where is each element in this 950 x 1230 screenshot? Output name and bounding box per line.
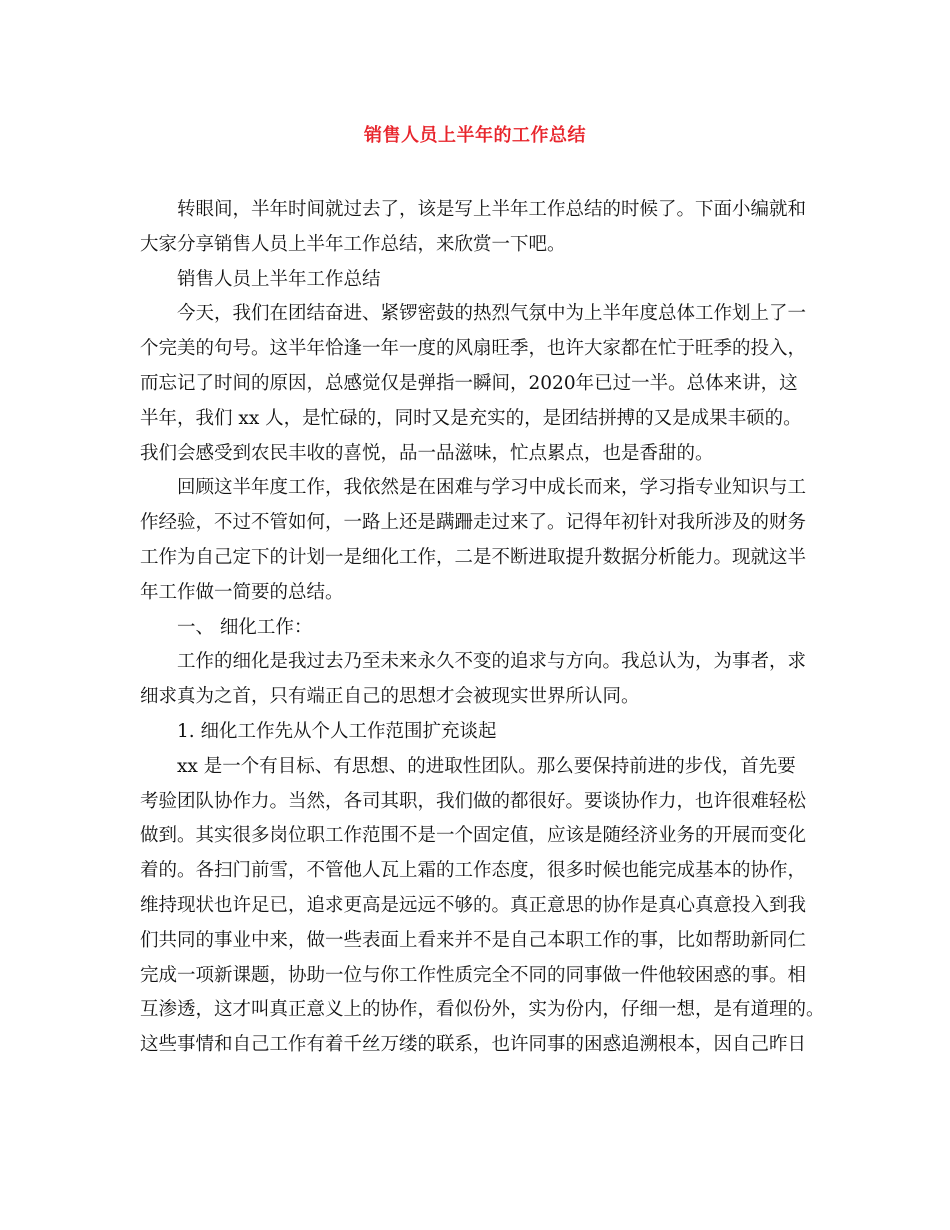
text-line: 大家分享销售人员上半年工作总结，来欣赏一下吧。 [140,233,566,255]
text-line: 而忘记了时间的原因，总感觉仅是弹指一瞬间，2020年已过一半。总体来讲，这 [140,372,798,394]
text-line: 们共同的事业中来，做一些表面上看来并不是自己本职工作的事，比如帮助新同仁 [140,929,807,951]
text-line: 考验团队协作力。当然，各司其职，我们做的都很好。要谈协作力，也许很难轻松 [140,790,807,812]
text-line: 销售人员上半年工作总结 [177,268,381,290]
text-line: 着的。各扫门前雪，不管他人瓦上霜的工作态度，很多时候也能完成基本的协作， [140,860,807,882]
text-line: 半年，我们 xx 人，是忙碌的，同时又是充实的，是团结拼搏的又是成果丰硕的。 [140,407,802,429]
text-line: 转眼间，半年时间就过去了，该是写上半年工作总结的时候了。下面小编就和 [177,199,807,220]
text-line: xx 是一个有目标、有思想、的进取性团队。那么要保持前进的步伐，首先要 [177,755,796,777]
text-line: 做到。其实很多岗位职工作范围不是一个固定值，应该是随经济业务的开展而变化 [140,825,807,847]
text-line: 1. 细化工作先从个人工作范围扩充谈起 [177,720,497,742]
text-line: 今天，我们在团结奋进、紧锣密鼓的热烈气氛中为上半年度总体工作划上了一 [177,303,807,325]
text-line: 我们会感受到农民丰收的喜悦，品一品滋味，忙点累点，也是香甜的。 [140,442,714,464]
text-line: 回顾这半年度工作，我依然是在困难与学习中成长而来，学习指专业知识与工 [177,477,807,499]
text-line: 完成一项新课题，协助一位与你工作性质完全不同的同事做一件他较困惑的事。相 [140,964,807,986]
text-line: 这些事情和自己工作有着千丝万缕的联系，也许同事的困惑追溯根本，因自己昨日 [140,1034,807,1056]
text-line: 细求真为之首，只有端正自己的思想才会被现实世界所认同。 [140,686,640,708]
text-line: 作经验，不过不管如何，一路上还是蹒跚走过来了。记得年初针对我所涉及的财务 [140,512,807,534]
text-line: 工作的细化是我过去乃至未来永久不变的追求与方向。我总认为，为事者，求 [177,651,807,673]
text-line: 一、 细化工作： [177,616,313,638]
text-line: 互渗透，这才叫真正意义上的协作，看似份外，实为份内，仔细一想，是有道理的。 [140,999,825,1021]
document-title: 销售人员上半年的工作总结 [364,125,586,146]
text-line: 个完美的句号。这半年恰逢一年一度的风扇旺季，也许大家都在忙于旺季的投入， [140,338,807,360]
text-line: 工作为自己定下的计划一是细化工作，二是不断进取提升数据分析能力。现就这半 [140,546,807,568]
text-line: 年工作做一简要的总结。 [140,581,344,603]
document-body [140,193,826,1063]
text-line: 维持现状也许足已，追求更高是远远不够的。真正意思的协作是真心真意投入到我 [140,894,807,916]
